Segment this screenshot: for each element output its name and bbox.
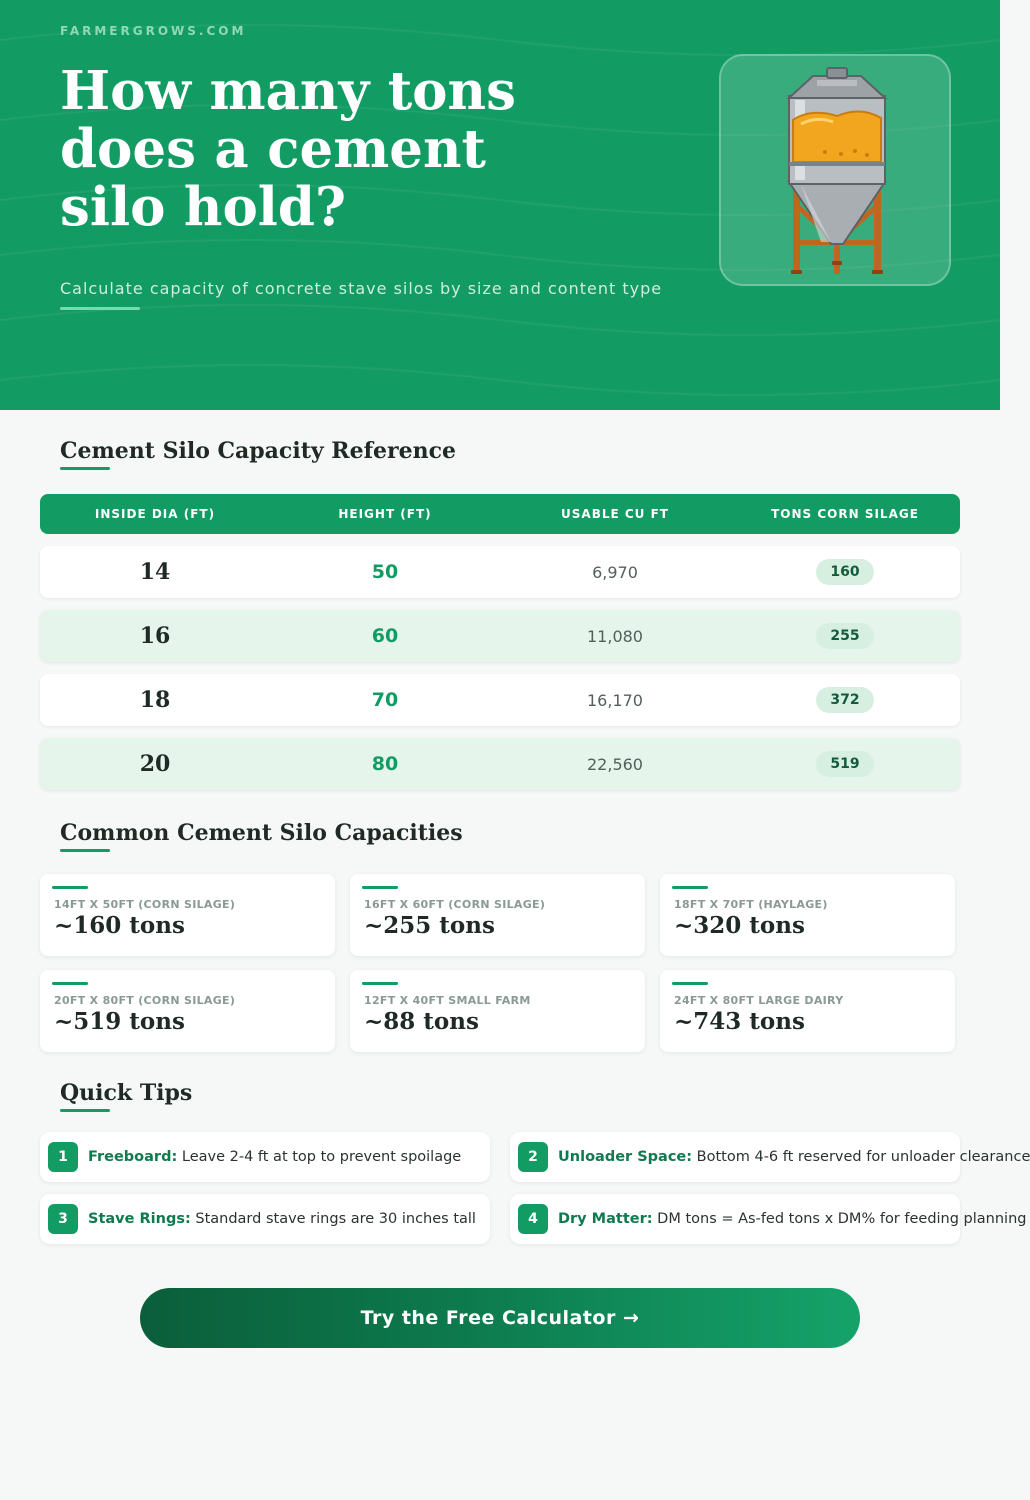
capacity-label: 16FT X 60FT (CORN SILAGE): [364, 898, 546, 911]
silo-icon: [721, 56, 953, 288]
tip-keyword: Unloader Space:: [558, 1149, 693, 1165]
cell-usable-cu-ft: 16,170: [587, 690, 643, 710]
tip-description: Bottom 4-6 ft reserved for unloader clearance: [692, 1149, 1030, 1165]
tip-item: [40, 1194, 490, 1244]
cell-inside-dia: 16: [139, 623, 171, 649]
capacity-card: [350, 970, 645, 1052]
tips-section-title: Quick Tips: [60, 1080, 193, 1106]
tip-description: Standard stave rings are 30 inches tall: [190, 1211, 476, 1227]
tip-text: [558, 1194, 1026, 1244]
tip-item: [510, 1132, 1030, 1182]
capacity-value: ~519 tons: [54, 1008, 185, 1035]
card-accent-bar: [362, 886, 398, 889]
free-calculator-button[interactable]: Try the Free Calculator →: [140, 1288, 860, 1348]
capacity-value: ~160 tons: [54, 912, 185, 939]
tip-text: [558, 1132, 1030, 1182]
capacity-card: [660, 874, 955, 956]
table-row: [40, 674, 960, 726]
tip-keyword: Dry Matter:: [558, 1211, 653, 1227]
card-accent-bar: [672, 886, 708, 889]
page-title: How many tons does a cement silo hold?: [60, 60, 516, 238]
capacity-label: 12FT X 40FT SMALL FARM: [364, 994, 531, 1007]
column-header-usable-cu-ft: USABLE CU FT: [561, 507, 669, 521]
tip-item: [510, 1194, 1027, 1244]
capacity-value: ~743 tons: [674, 1008, 805, 1035]
tip-number-badge: 2: [518, 1142, 548, 1172]
column-header-tons-corn-silage: TONS CORN SILAGE: [771, 507, 919, 521]
cell-usable-cu-ft: 11,080: [587, 626, 643, 646]
reference-title-underline: [60, 467, 110, 470]
tip-number-badge: 4: [518, 1204, 548, 1234]
tip-description: DM tons = As-fed tons x DM% for feeding planning: [652, 1211, 1027, 1227]
capacities-title-underline: [60, 849, 110, 852]
capacity-card: [660, 970, 955, 1052]
cell-inside-dia: 14: [139, 559, 171, 585]
card-accent-bar: [362, 982, 398, 985]
tip-text: [88, 1194, 476, 1244]
subtitle-underline: [60, 307, 140, 310]
table-header: [40, 494, 960, 534]
capacity-card: [40, 874, 335, 956]
capacity-value: ~320 tons: [674, 912, 805, 939]
capacity-card: [350, 874, 645, 956]
capacity-card: [40, 970, 335, 1052]
tip-keyword: Freeboard:: [88, 1149, 178, 1165]
tip-text: [88, 1132, 461, 1182]
card-accent-bar: [52, 982, 88, 985]
capacity-label: 20FT X 80FT (CORN SILAGE): [54, 994, 236, 1007]
table-row: [40, 738, 960, 790]
cell-height: 50: [371, 561, 399, 583]
table-row: [40, 610, 960, 662]
cell-tons-badge: 160: [816, 559, 873, 585]
card-accent-bar: [672, 982, 708, 985]
cell-height: 60: [371, 625, 399, 647]
cell-inside-dia: 20: [139, 751, 171, 777]
tip-number-badge: 1: [48, 1142, 78, 1172]
cell-height: 70: [371, 689, 399, 711]
card-accent-bar: [52, 886, 88, 889]
cell-tons-badge: 255: [816, 623, 873, 649]
reference-section-title: Cement Silo Capacity Reference: [60, 438, 457, 464]
capacity-value: ~88 tons: [364, 1008, 479, 1035]
capacity-label: 18FT X 70FT (HAYLAGE): [674, 898, 828, 911]
cell-inside-dia: 18: [139, 687, 171, 713]
tips-title-underline: [60, 1109, 110, 1112]
tip-description: Leave 2-4 ft at top to prevent spoilage: [177, 1149, 462, 1165]
cell-usable-cu-ft: 22,560: [587, 754, 643, 774]
silo-illustration-card: [719, 54, 951, 286]
column-header-height: HEIGHT (FT): [338, 507, 432, 521]
tip-item: [40, 1132, 490, 1182]
tip-keyword: Stave Rings:: [88, 1211, 191, 1227]
page-subtitle: Calculate capacity of concrete stave silos by size and content type: [60, 279, 663, 298]
cell-tons-badge: 519: [816, 751, 873, 777]
capacity-value: ~255 tons: [364, 912, 495, 939]
hero-banner: [0, 0, 1000, 410]
capacity-label: 24FT X 80FT LARGE DAIRY: [674, 994, 844, 1007]
capacity-label: 14FT X 50FT (CORN SILAGE): [54, 898, 236, 911]
brand-name[interactable]: FARMERGROWS.COM: [60, 24, 247, 38]
cell-tons-badge: 372: [816, 687, 873, 713]
column-header-inside-dia: INSIDE DIA (FT): [94, 507, 216, 521]
capacities-section-title: Common Cement Silo Capacities: [60, 820, 463, 846]
cell-height: 80: [371, 753, 399, 775]
table-row: [40, 546, 960, 598]
cell-usable-cu-ft: 6,970: [592, 562, 638, 582]
tip-number-badge: 3: [48, 1204, 78, 1234]
